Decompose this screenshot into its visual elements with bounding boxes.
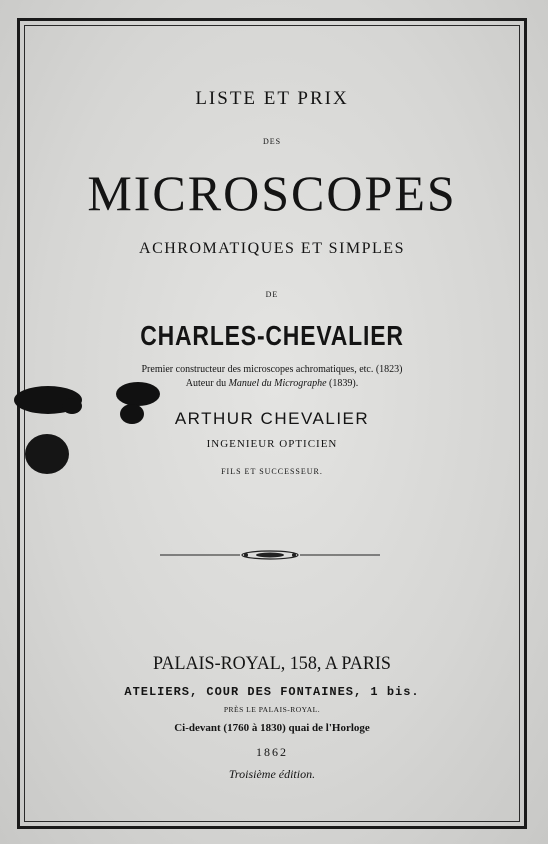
title-line-1: LISTE ET PRIX: [195, 88, 349, 109]
ink-stain-left: [12, 382, 84, 418]
author-credit-1: Premier constructeur des microscopes achromatiques, etc. (1823): [141, 364, 403, 375]
main-title: MICROSCOPES: [87, 165, 457, 221]
title-line-2: DES: [262, 137, 282, 146]
address-line: PALAIS-ROYAL, 158, A PARIS: [153, 653, 391, 674]
ink-stain-center: [112, 380, 164, 426]
decorative-rule-ornament: [160, 546, 380, 564]
near-line: PRÈS LE PALAIS-ROYAL.: [223, 705, 321, 714]
author-credit-2: [24, 378, 520, 389]
credit-2-book-title: Manuel du Micrographe: [228, 378, 327, 389]
successor-title: INGENIEUR OPTICIEN: [206, 438, 338, 450]
successor-role: FILS ET SUCCESSEUR.: [221, 467, 323, 476]
credit-2-post: (1839).: [326, 378, 359, 389]
credit-2-pre: Auteur du: [185, 378, 229, 389]
ink-stain-lower-left: [22, 432, 72, 476]
author-name: CHARLES-CHEVALIER: [140, 320, 404, 351]
workshop-line: ATELIERS, COUR DES FONTAINES, 1 bis.: [124, 685, 420, 699]
subtitle: ACHROMATIQUES ET SIMPLES: [139, 240, 405, 257]
former-address-line: Ci-devant (1760 à 1830) quai de l'Horloge: [174, 722, 370, 734]
title-line-5: DE: [265, 290, 279, 299]
edition-line: Troisième édition.: [228, 767, 316, 781]
publication-year: 1862: [256, 745, 288, 759]
successor-name: ARTHUR CHEVALIER: [174, 409, 370, 428]
